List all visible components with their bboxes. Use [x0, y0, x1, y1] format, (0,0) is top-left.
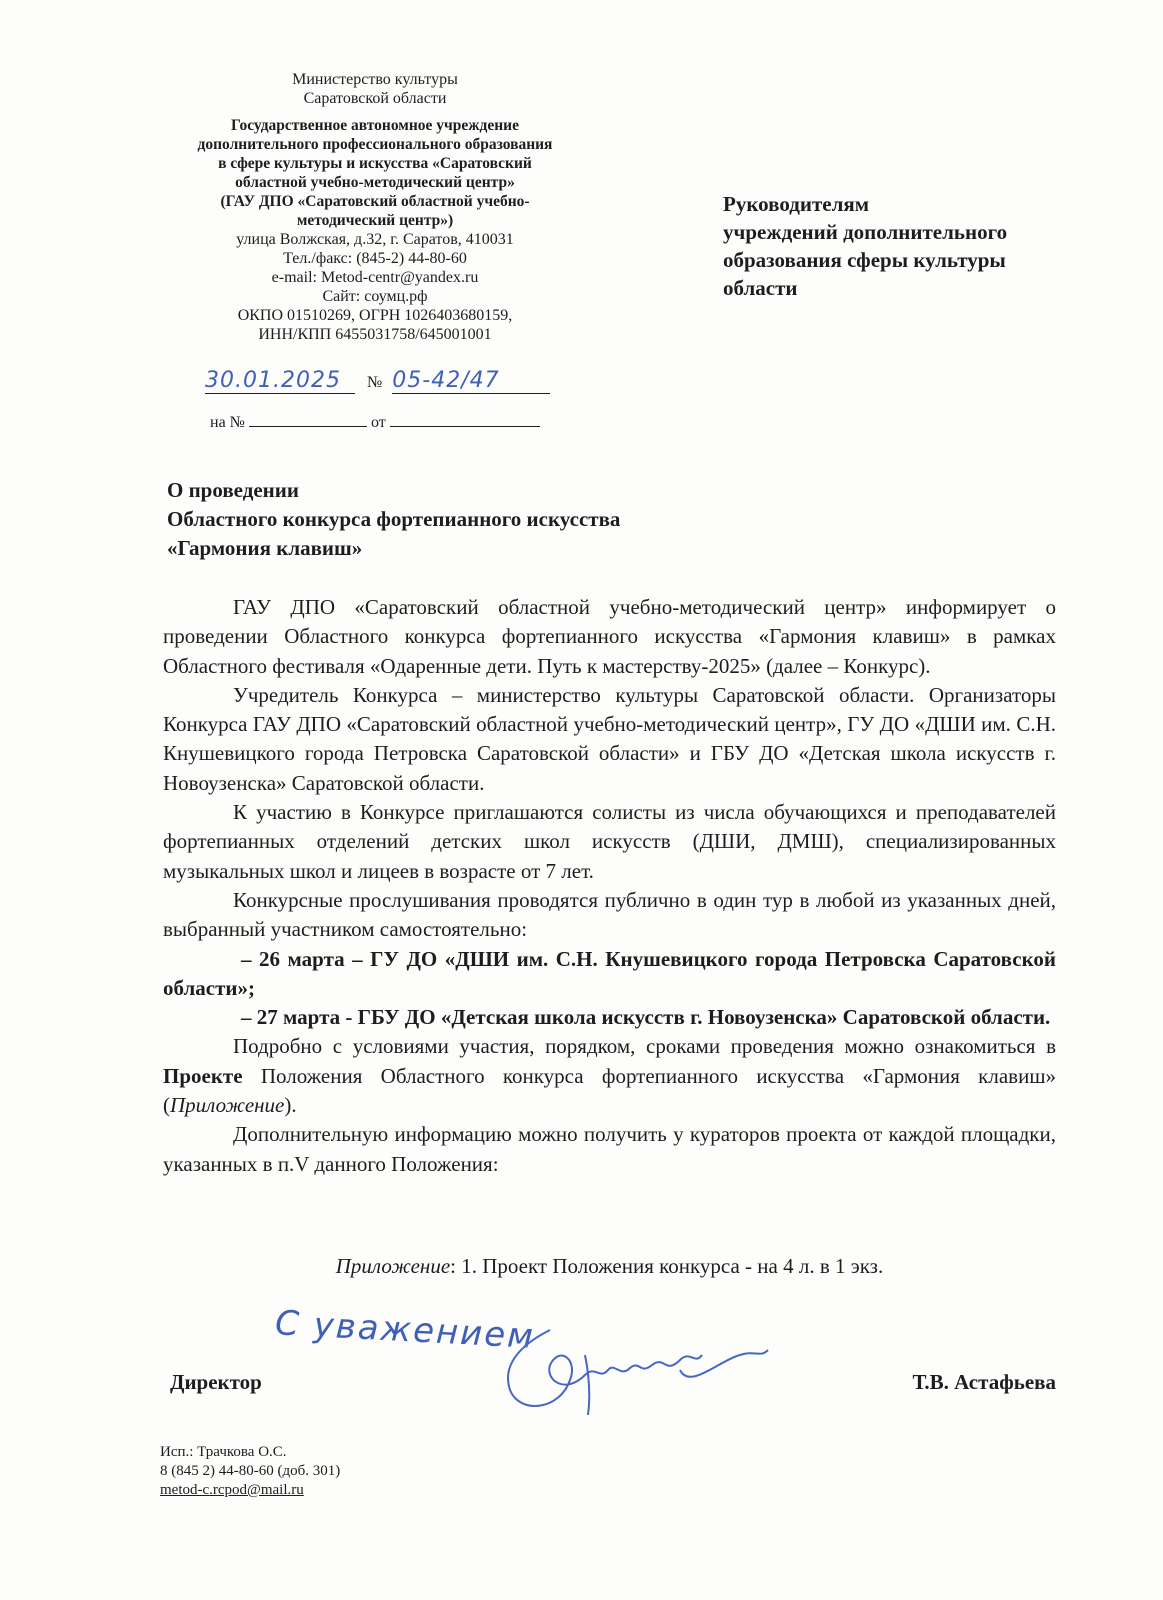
subject-line-1: О проведении	[167, 478, 299, 502]
org-okpo: ОКПО 01510269, ОГРН 1026403680159,	[237, 307, 513, 324]
project-bold: Проекте	[163, 1063, 243, 1088]
recipient-line-1: Руководителям	[723, 192, 870, 216]
org-inn: ИНН/КПП 6455031758/645001001	[258, 326, 492, 343]
signer-name: Т.В. Астафьева	[912, 1370, 1056, 1394]
handwritten-regards: С уважением	[274, 1303, 536, 1357]
org-line-4: областной учебно-методический центр»	[235, 174, 515, 191]
attachment-line	[163, 1254, 1056, 1279]
paragraph-3: К участию в Конкурсе приглашаются солисты из числа обучающихся и преподавателей фортепианных отделений детских школ искусств (ДШИ, ДМШ), специализированных музыкальных школ и лицеев в возрасте от 7 лет.	[163, 800, 1056, 883]
org-line-5: (ГАУ ДПО «Саратовский областной учебно-	[220, 193, 530, 210]
subject-block	[167, 476, 867, 563]
org-line-1: Государственное автономное учреждение	[231, 117, 519, 134]
reply-number-label: на №	[210, 414, 245, 431]
org-line-2: дополнительного профессионального образования	[197, 136, 553, 153]
executor-name: Исп.: Трачкова О.С.	[160, 1444, 287, 1460]
recipient-line-3: образования сферы культуры	[723, 248, 1006, 272]
appendix-italic: Приложение	[170, 1093, 285, 1118]
letterhead	[180, 70, 570, 344]
org-phone: Тел./факс: (845-2) 44-80-60	[283, 250, 467, 267]
number-label: №	[367, 374, 383, 391]
venue-item-2: – 27 марта - ГБУ ДО «Детская школа искусств г. Новоузенска» Саратовской области.	[241, 1005, 1051, 1030]
reply-from-label: от	[370, 414, 386, 431]
letter-body	[163, 593, 1056, 1179]
org-email: e-mail: Metod-centr@yandex.ru	[271, 269, 479, 286]
executor-block	[160, 1443, 340, 1500]
subject-line-2: Областного конкурса фортепианного искусства	[167, 507, 621, 531]
paragraph-2: Учредитель Конкурса – министерство культуры Саратовской области. Организаторы Конкурса ГАУ ДПО «Саратовский областной учебно-методический центр», ГУ ДО «ДШИ им. С.Н. Кнушевицкого города Петровска Саратовской области» и ГБУ ДО «Детская школа искусств г. Новоузенска» Саратовской области.	[163, 682, 1056, 795]
paragraph-6: Дополнительную информацию можно получить у кураторов проекта от каждой площадки, указанных в п.V данного Положения:	[163, 1122, 1056, 1176]
registration-number: 05-42/47	[392, 368, 550, 394]
attachment-label: Приложение	[335, 1254, 451, 1278]
paragraph-5: Подробно с условиями участия, порядком, сроками проведения можно ознакомиться в Проекте Положения Областного конкурса фортепианного искусства «Гармония клавиш» (Приложение).	[163, 1034, 1056, 1118]
paragraph-4: Конкурсные прослушивания проводятся публично в один тур в любой из указанных дней, выбранный участником самостоятельно:	[163, 887, 1056, 942]
paragraph-1: ГАУ ДПО «Саратовский областной учебно-методический центр» информирует о проведении Областного конкурса фортепианного искусства «Гармония клавиш» в рамках Областного фестиваля «Одаренные дети. Путь к мастерству-2025» (далее – Конкурс).	[163, 595, 1056, 678]
subject-line-3: «Гармония клавиш»	[167, 536, 363, 560]
signature-scribble	[490, 1320, 790, 1430]
registration-line	[205, 368, 550, 394]
org-address: улица Волжская, д.32, г. Саратов, 410031	[236, 231, 514, 248]
reply-line	[210, 410, 540, 432]
org-site: Сайт: соумц.рф	[322, 288, 428, 305]
registration-date: 30.01.2025	[205, 368, 355, 394]
executor-phone: 8 (845 2) 44-80-60 (доб. 301)	[160, 1463, 341, 1479]
org-line-3: в сфере культуры и искусства «Саратовский	[218, 155, 532, 172]
ministry-line-2: Саратовской области	[303, 90, 447, 107]
recipient-line-4: области	[723, 276, 798, 300]
recipient-block	[723, 190, 1083, 302]
executor-email[interactable]: metod-c.rcpod@mail.ru	[160, 1482, 304, 1498]
org-line-6: методический центр»)	[296, 212, 454, 229]
recipient-line-2: учреждений дополнительного	[723, 220, 1008, 244]
signer-position: Директор	[170, 1370, 262, 1394]
venue-item-1: – 26 марта – ГУ ДО «ДШИ им. С.Н. Кнушевицкого города Петровска Саратовской области»;	[163, 946, 1056, 1000]
attachment-text: : 1. Проект Положения конкурса - на 4 л. в 1 экз.	[450, 1254, 884, 1278]
ministry-line-1: Министерство культуры	[292, 71, 458, 88]
